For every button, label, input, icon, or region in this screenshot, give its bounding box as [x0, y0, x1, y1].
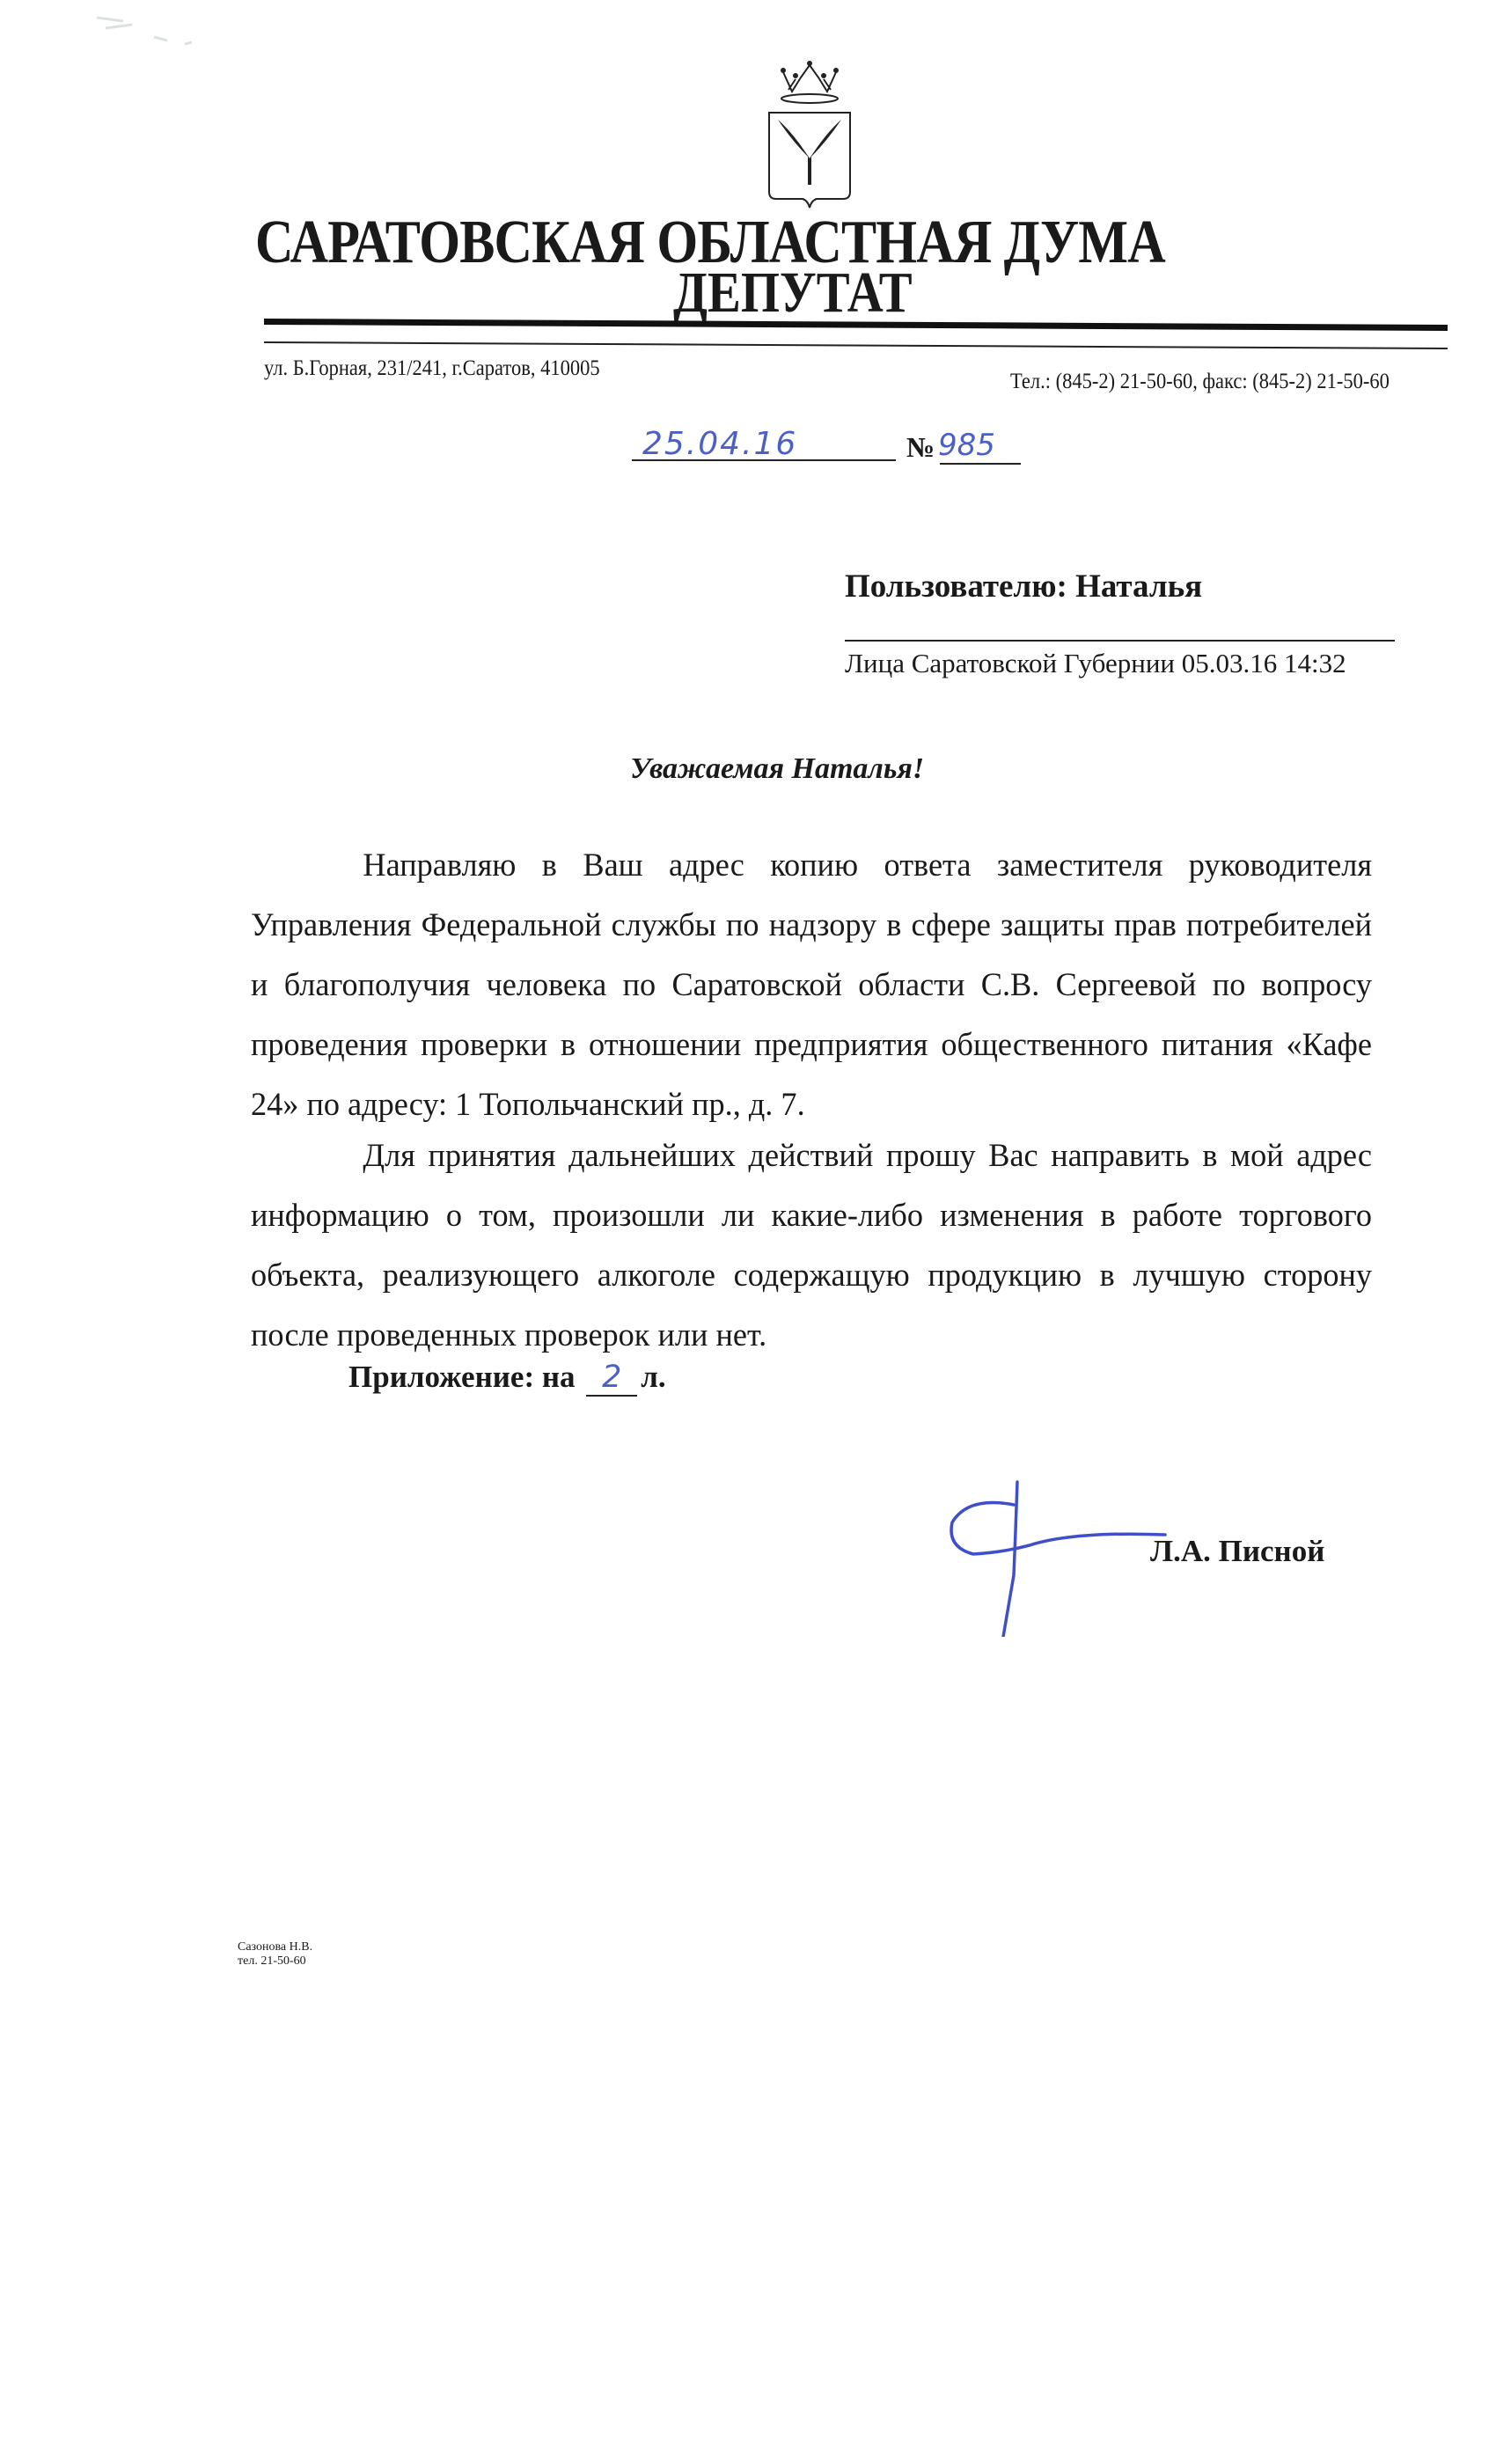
- attachment-count: 2: [586, 1360, 637, 1397]
- executor-info: [238, 1940, 312, 1969]
- body-paragraph: [251, 1126, 1372, 1366]
- handwritten-signature: [915, 1478, 1179, 1637]
- recipient: Пользователю: Наталья: [845, 568, 1203, 605]
- organization-phone: Тел.: (845-2) 21-50-60, факс: (845-2) 21-50-60: [1010, 370, 1390, 393]
- saratov-coat-of-arms-icon: [757, 53, 862, 211]
- greeting: Уважаемая Наталья!: [630, 752, 925, 785]
- attachment-suffix: л.: [641, 1360, 666, 1394]
- number-underline: [940, 463, 1021, 465]
- executor-phone: тел. 21-50-60: [238, 1954, 306, 1968]
- executor-name: Сазонова Н.В.: [238, 1940, 313, 1954]
- number-label: №: [906, 431, 935, 463]
- scan-artifact: [88, 9, 202, 53]
- body-paragraph: [251, 836, 1372, 1135]
- paragraph-text: Для принятия дальнейших действий прошу Вас направить в мой адрес информацию о том, произошли ли какие-либо изменения в работе торгового объекта, реализующего алкоголе содержащую продукцию в лучшую сторону после проведенных проверок или нет.: [251, 1138, 1372, 1353]
- registration-number: 985: [938, 428, 995, 463]
- recipient-source: Лица Саратовской Губернии 05.03.16 14:32: [845, 648, 1346, 678]
- signer-name: Л.А. Писной: [1150, 1534, 1325, 1568]
- paragraph-text: Направляю в Ваш адрес копию ответа заместителя руководителя Управления Федеральной службы по надзору в сфере защиты прав потребителей и благополучия человека по Саратовской области С.В. Сергеевой по вопросу проведения проверки в отношении предприятия общественного питания «Кафе 24» по адресу: 1 Топольчанский пр., д. 7.: [251, 847, 1372, 1123]
- organization-name: САРАТОВСКАЯ ОБЛАСТНАЯ ДУМА: [255, 209, 1165, 276]
- position-title: ДЕПУТАТ: [673, 260, 913, 325]
- attachment-note: [348, 1360, 666, 1397]
- letterhead-rule-thin: [264, 341, 1448, 349]
- date-underline: [632, 459, 896, 461]
- recipient-divider: [845, 640, 1395, 642]
- registration-date: 25.04.16: [642, 426, 798, 462]
- organization-address: ул. Б.Горная, 231/241, г.Саратов, 410005: [264, 356, 600, 380]
- attachment-prefix: Приложение: на: [348, 1360, 576, 1394]
